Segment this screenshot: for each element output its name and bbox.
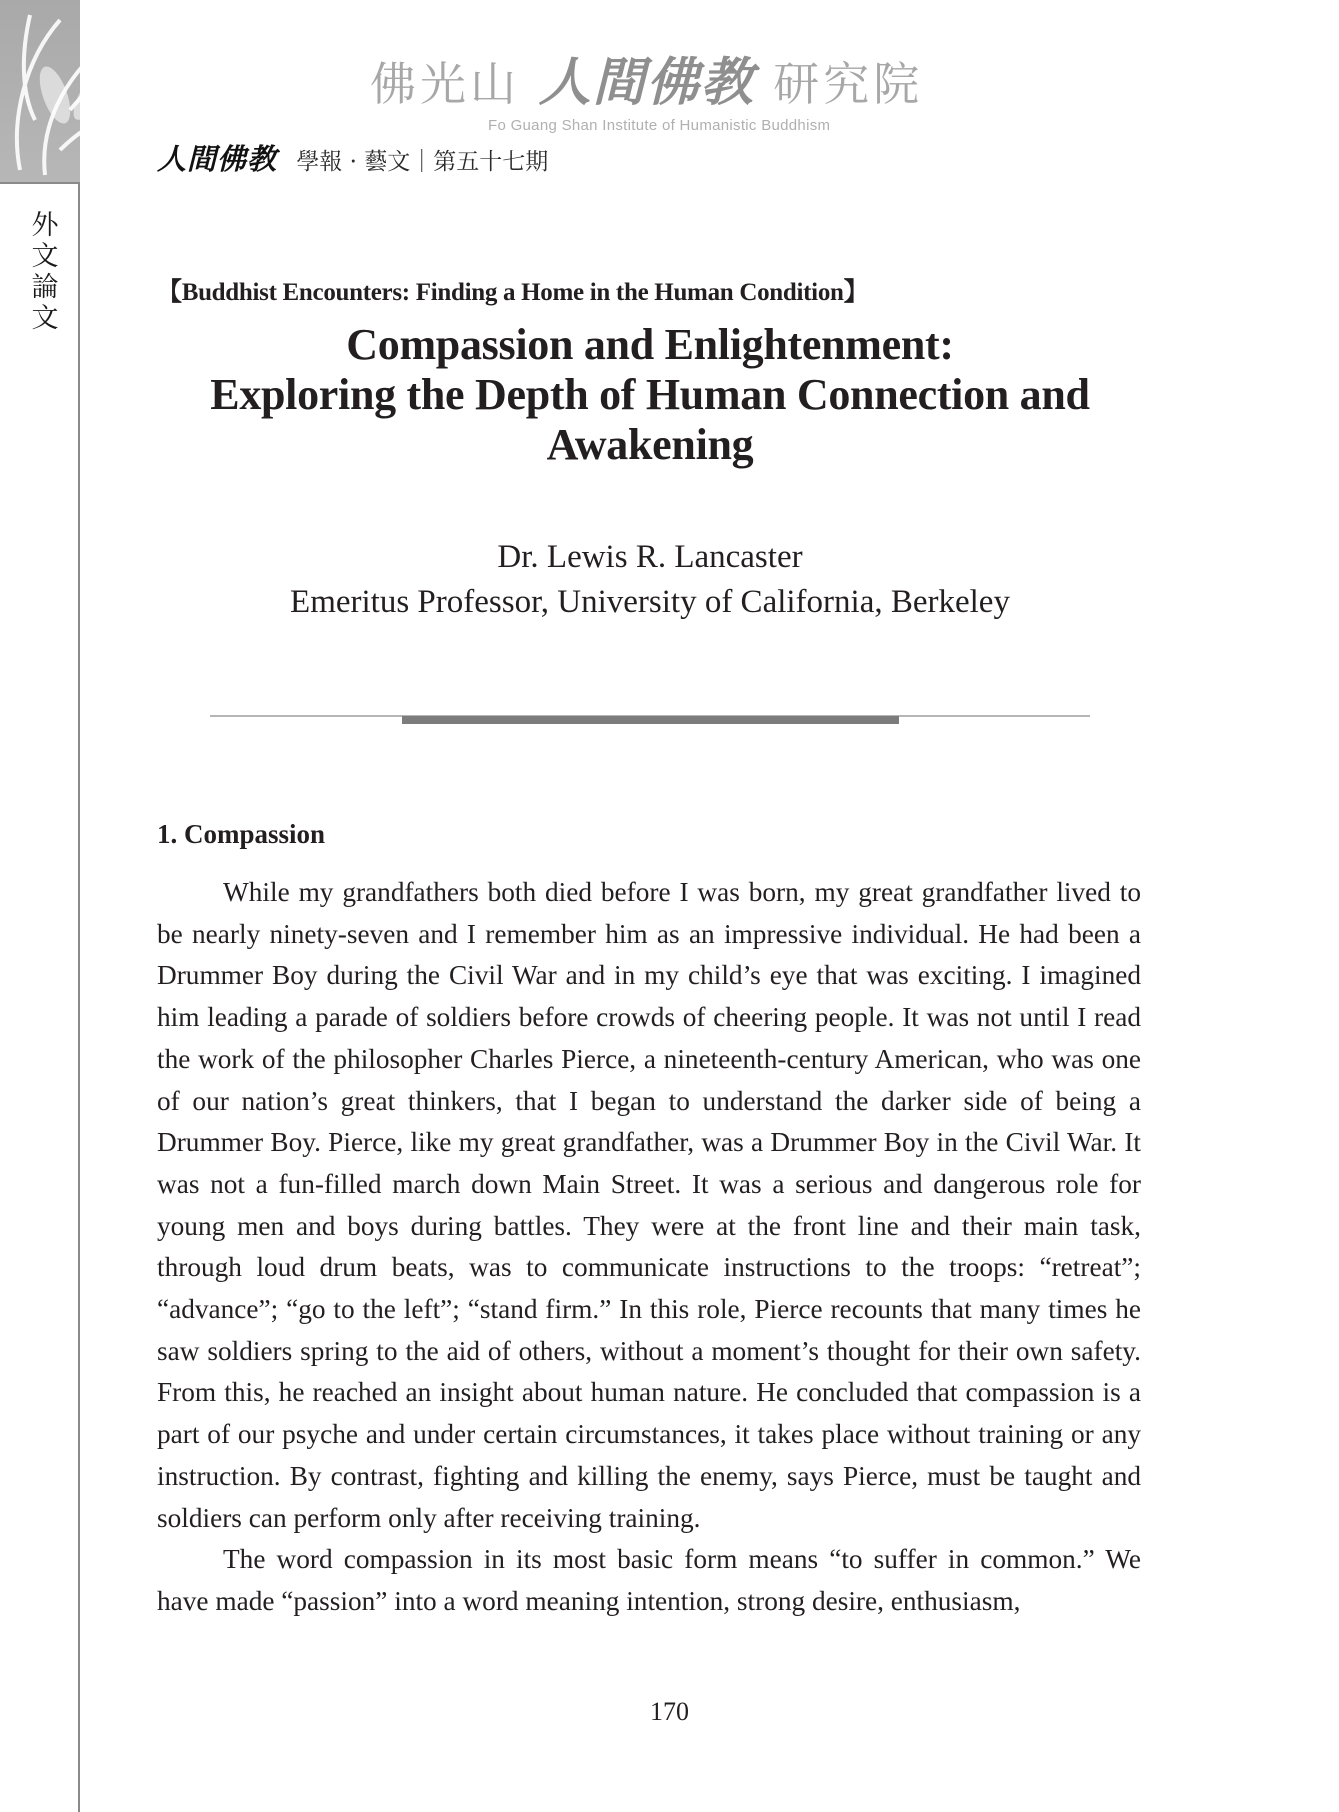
institute-header: [370, 40, 970, 134]
institute-prefix: 佛光山: [370, 57, 520, 111]
title-line: Awakening: [546, 420, 754, 469]
author-affiliation: Emeritus Professor, University of California, Berkeley: [290, 584, 1010, 620]
divider-thick: [402, 716, 899, 724]
title-line: Exploring the Depth of Human Connection and: [210, 370, 1090, 419]
journal-brand: 人間佛教: [157, 142, 278, 176]
section-heading: 1. Compassion: [157, 819, 326, 849]
institute-name-en: Fo Guang Shan Institute of Humanistic Buddhism: [488, 117, 831, 134]
section-side-label: 外文論文: [31, 210, 59, 334]
journal-header: [157, 137, 548, 178]
page-number: 170: [650, 1697, 689, 1726]
body-paragraph: While my grandfathers both died before I was born, my great grandfather lived to be nearly ninety-seven and I remember him as an impressive individual. He had been a Drummer Boy during the Civil War and in my child’s eye that was exciting. I imagined him leading a parade of soldiers before crowds of cheering people. It was not until I read the work of the philosopher Charles Pierce, a nineteenth-century American, who was one of our nation’s great thinkers, that I began to understand the darker side of being a Drummer Boy. Pierce, like my great grandfather, was a Drummer Boy in the Civil War. It was not a fun-filled march down Main Street. It was a serious and dangerous role for young men and boys during battles. They were at the front line and their main task, through loud drum beats, was to communicate instructions to the troops: “retreat”; “advance”; “go to the left”; “stand firm.” In this role, Pierce recounts that many times he saw soldiers spring to the aid of others, without a moment’s thought for their own safety. From this, he reached an insight about human nature. He concluded that compassion is a part of our psyche and under certain circumstances, it takes place without training or any instruction. By contrast, fighting and killing the enemy, says Pierce, must be taught and soldiers can perform only after receiving training.: [157, 877, 1141, 1533]
institute-name-cn: [370, 40, 970, 115]
journal-issue: 學報 · 藝文｜第五十七期: [296, 149, 549, 175]
margin-rule: [78, 182, 80, 1812]
institute-brand: 人間佛教: [538, 52, 755, 113]
title-line: Compassion and Enlightenment:: [346, 320, 954, 369]
header-rule: [0, 182, 80, 184]
institute-suffix: 研究院: [773, 57, 924, 111]
lotus-flower-icon: [0, 0, 180, 190]
author-block: [140, 535, 1160, 625]
author-name: Dr. Lewis R. Lancaster: [497, 539, 803, 575]
article-title: [140, 320, 1160, 470]
article-body: [157, 872, 1141, 1623]
series-title: 【Buddhist Encounters: Finding a Home in the Human Condition】: [157, 279, 869, 306]
body-paragraph: The word compassion in its most basic form means “to suffer in common.” We have made “passion” into a word meaning intention, strong desire, enthusiasm,: [157, 1544, 1141, 1616]
